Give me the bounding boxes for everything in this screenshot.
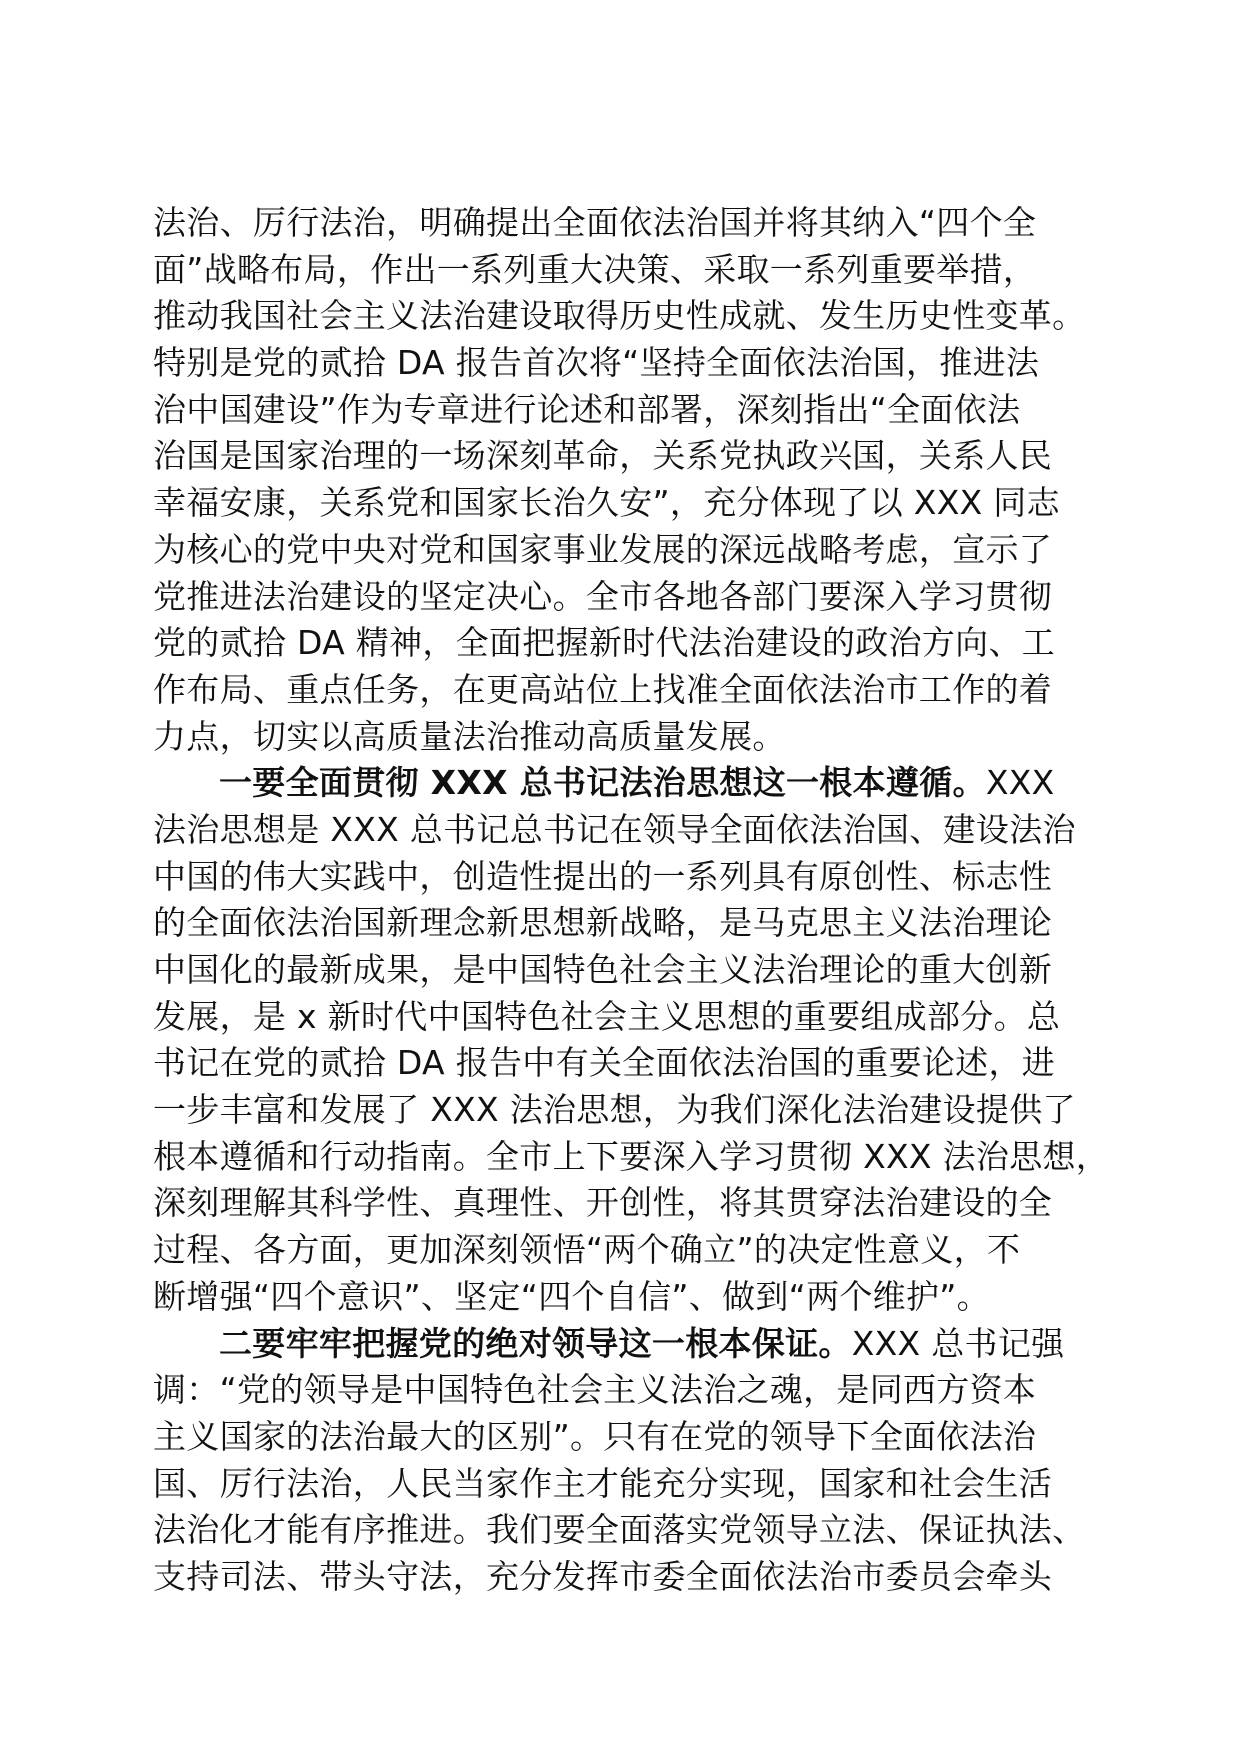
document-body <box>153 200 1110 1601</box>
text-line: 根本遵循和行动指南。全市上下要深入学习贯彻 XXX 法治思想， <box>153 1136 1110 1176</box>
paragraph-point-two <box>153 1321 1088 1601</box>
text-line: 法治思想是 XXX 总书记总书记在领导全面依法治国、建设法治 <box>153 809 1076 849</box>
text-line: 书记在党的贰拾 DA 报告中有关全面依法治国的重要论述，进 <box>153 1043 1056 1083</box>
heading-continuation: XXX <box>985 763 1055 803</box>
text-line: 推动我国社会主义法治建设取得历史性成就、发生历史性变革。 <box>153 296 1086 336</box>
text-line: 幸福安康，关系党和国家长治久安”，充分体现了以 XXX 同志 <box>153 483 1060 523</box>
text-line: 中国的伟大实践中，创造性提出的一系列具有原创性、标志性 <box>153 856 1053 896</box>
text-line: 支持司法、带头守法，充分发挥市委全面依法治市委员会牵头 <box>153 1556 1053 1596</box>
text-line: 为核心的党中央对党和国家事业发展的深远战略考虑，宣示了 <box>153 529 1053 569</box>
text-line: 特别是党的贰拾 DA 报告首次将“坚持全面依法治国，推进法 <box>153 343 1040 383</box>
text-line: 发展，是 x 新时代中国特色社会主义思想的重要组成部分。总 <box>153 996 1061 1036</box>
text-line: 调：“党的领导是中国特色社会主义法治之魂，是同西方资本 <box>153 1370 1037 1410</box>
text-line: 面”战略布局，作出一系列重大决策、采取一系列重要举措， <box>153 249 1037 289</box>
text-line: 党的贰拾 DA 精神，全面把握新时代法治建设的政治方向、工 <box>153 623 1056 663</box>
text-line: 党推进法治建设的坚定决心。全市各地各部门要深入学习贯彻 <box>153 576 1053 616</box>
text-line: 断增强“四个意识”、坚定“四个自信”、做到“两个维护”。 <box>153 1276 990 1316</box>
text-line: 法治、厉行法治，明确提出全面依法治国并将其纳入“四个全 <box>153 203 1037 242</box>
text-line: 治中国建设”作为专章进行论述和部署，深刻指出“全面依法 <box>153 389 1021 429</box>
text-line: 过程、各方面，更加深刻领悟“两个确立”的决定性意义，不 <box>153 1230 1021 1270</box>
text-line: 主义国家的法治最大的区别”。只有在党的领导下全面依法治 <box>153 1416 1037 1456</box>
text-line-first <box>153 1321 1088 1368</box>
text-line: 一步丰富和发展了 XXX 法治思想，为我们深化法治建设提供了 <box>153 1090 1076 1130</box>
text-line: 中国化的最新成果，是中国特色社会主义法治理论的重大创新 <box>153 950 1053 989</box>
paragraph-point-one <box>153 760 1110 1320</box>
section-heading: 二要牢牢把握党的绝对领导这一根本保证。 <box>219 1323 852 1363</box>
text-line: 作布局、重点任务，在更高站位上找准全面依法治市工作的着 <box>153 669 1053 709</box>
text-line-first <box>153 760 1088 807</box>
heading-continuation: XXX 总书记强 <box>851 1323 1065 1363</box>
text-line: 的全面依法治国新理念新思想新战略，是马克思主义法治理论 <box>153 903 1053 943</box>
text-line: 治国是国家治理的一场深刻革命，关系党执政兴国，关系人民 <box>153 436 1053 476</box>
section-heading: 一要全面贯彻 XXX 总书记法治思想这一根本遵循。 <box>219 763 986 803</box>
text-line: 深刻理解其科学性、真理性、开创性，将其贯穿法治建设的全 <box>153 1183 1053 1223</box>
text-line: 国、厉行法治，人民当家作主才能充分实现，国家和社会生活 <box>153 1463 1053 1503</box>
paragraph-intro <box>153 200 1088 760</box>
text-line: 法治化才能有序推进。我们要全面落实党领导立法、保证执法、 <box>153 1510 1086 1550</box>
text-line: 力点，切实以高质量法治推动高质量发展。 <box>153 716 786 756</box>
